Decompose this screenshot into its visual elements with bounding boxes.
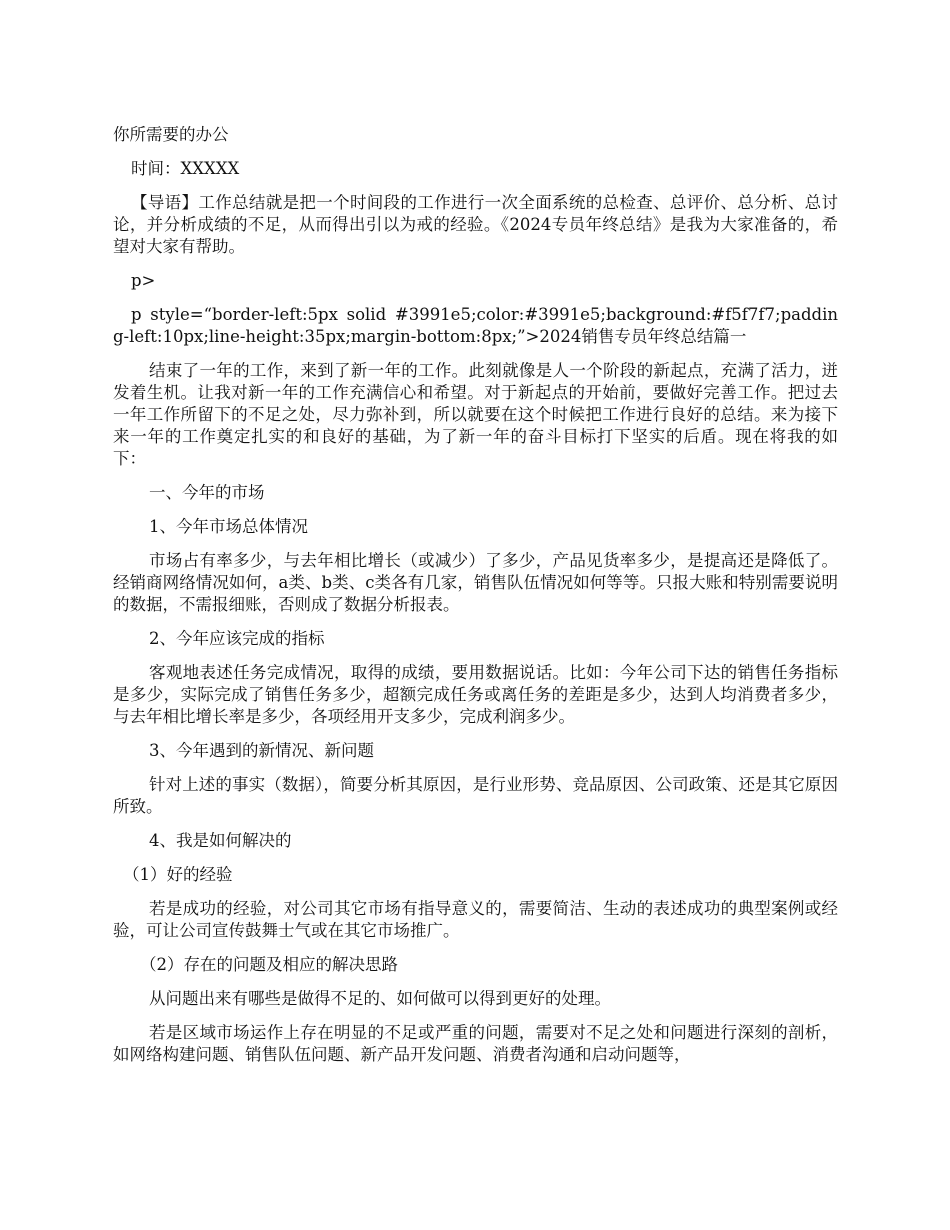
body-paragraph: 从问题出来有哪些是做得不足的、如何做可以得到更好的处理。 (149, 989, 611, 1008)
header-line: 你所需要的办公 (113, 125, 229, 144)
body-paragraph: 针对上述的事实（数据），简要分析其原因，是行业形势、竞品原因、公司政策、还是其它原因所致。 (113, 775, 838, 816)
body-paragraph: 若是区域市场运作上存在明显的不足或严重的问题，需要对不足之处和问题进行深刻的剖析，如网络构建问题、销售队伍问题、新产品开发问题、消费者沟通和启动问题等， (113, 1023, 838, 1064)
subsection-heading: 3、今年遇到的新情况、新问题 (149, 741, 374, 760)
stray-tag-text: p> (131, 271, 156, 290)
intro-paragraph: 【导语】工作总结就是把一个时间段的工作进行一次全面系统的总检查、总评价、总分析、总讨论，并分析成绩的不足，从而得出引以为戒的经验。《2024专员年终总结》是我为大家准备的，希望对大家有帮助。 (113, 193, 838, 256)
body-paragraph: 若是成功的经验，对公司其它市场有指导意义的，需要简洁、生动的表述成功的典型案例或经验，可让公司宣传鼓舞士气或在其它市场推广。 (113, 899, 838, 940)
body-paragraph: 市场占有率多少，与去年相比增长（或减少）了多少，产品见货率多少，是提高还是降低了。经销商网络情况如何，a类、b类、c类各有几家，销售队伍情况如何等等。只报大账和特别需要说明的数据，不需报细账，否则成了数据分析报表。 (113, 551, 838, 614)
subsection-heading: （1）好的经验 (123, 865, 233, 884)
body-paragraph: 结束了一年的工作，来到了新一年的工作。此刻就像是人一个阶段的新起点，充满了活力，迸发着生机。让我对新一年的工作充满信心和希望。对于新起点的开始前，要做好完善工作。把过去一年工作所留下的不足之处，尽力弥补到，所以就要在这个时候把工作进行良好的总结。来为接下来一年的工作奠定扎实的和良好的基础，为了新一年的奋斗目标打下坚实的后盾。现在将我的如下： (113, 361, 838, 468)
subsection-heading: 4、我是如何解决的 (149, 831, 292, 850)
time-line: 时间：XXXXX (131, 159, 240, 178)
stray-style-text: p style=“border-left:5px solid #3991e5;color:#3991e5;background:#f5f7f7;padding-left:10px;line-height:35px;margin-bottom:8px;”>2024销售专员年终总结篇一 (113, 305, 838, 346)
body-paragraph: 客观地表述任务完成情况，取得的成绩，要用数据说话。比如：今年公司下达的销售任务指标是多少，实际完成了销售任务多少，超额完成任务或离任务的差距是多少，达到人均消费者多少，与去年相比增长率是多少，各项经用开支多少，完成利润多少。 (113, 663, 838, 726)
subsection-heading: （2）存在的问题及相应的解决思路 (140, 955, 398, 974)
section-heading: 一、今年的市场 (149, 483, 265, 502)
subsection-heading: 2、今年应该完成的指标 (149, 629, 325, 648)
subsection-heading: 1、今年市场总体情况 (149, 517, 308, 536)
document-page (113, 124, 838, 1078)
